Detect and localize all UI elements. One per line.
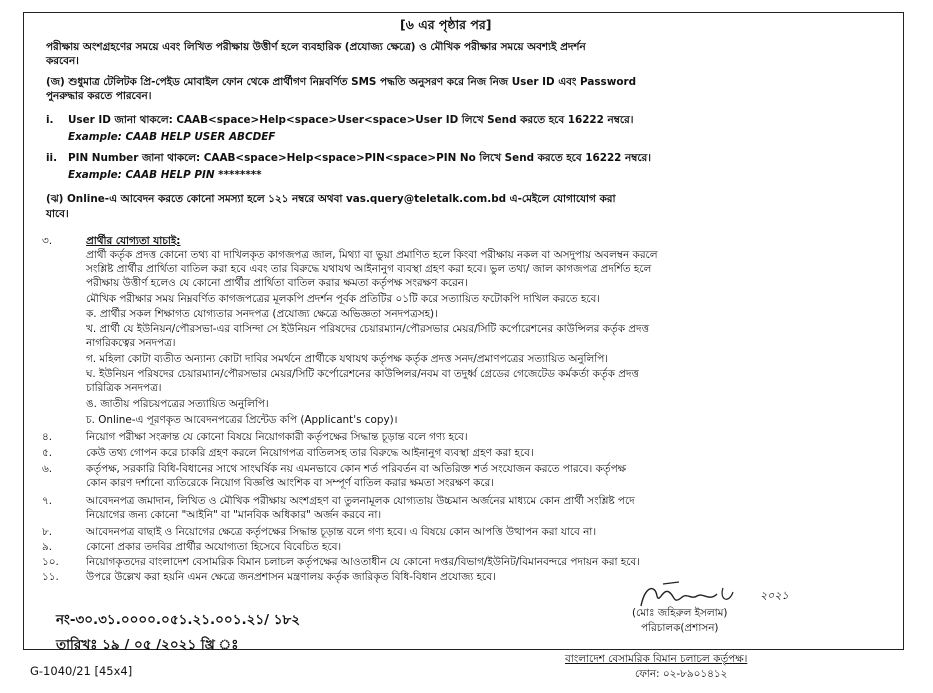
item-9-number: ৯. [42,541,53,553]
sms-item-2-example: Example: CAAB HELP PIN ******** [68,169,262,181]
gazette-code: G-1040/21 [45x4] [30,664,133,678]
item-10-line-1: নিয়োগকৃতদের বাংলাদেশ বেসামরিক বিমান চলাচল কর্তৃপক্ষের আওতাধীন যে কোনো দপ্তর/বিভাগ/ইউনিট/বিমানবন্দরে পদায়ন করা হবে। [86,556,640,568]
section3-line-8: গ. মহিলা কোটা ব্যতীত অন্যান্য কোটা দাবির সমর্থনে প্রার্থীকে যথাযথ কর্তৃপক্ষ কর্তৃক প্রদত্ত সনদ/প্রমাণপত্রের সত্যায়িত অনুলিপি। [86,353,608,365]
section3-line-1: প্রার্থী কর্তৃক প্রদত্ত কোনো তথ্য বা দাখিলকৃত কাগজপত্র জাল, মিথ্যা বা ভুয়া প্রমাণিত হলে কিংবা পরীক্ষায় নকল বা অসদুপায় অবলম্বন করলে [86,249,658,261]
item-5-number: ৫. [42,447,53,459]
item-7-line-2: নিয়োগের জন্য কোনো "আইনি" বা "মানবিক অধিকার" অর্জন করবে না। [86,509,382,521]
item-6-line-1: কর্তৃপক্ষ, সরকারি বিধি-বিধানের সাথে সাংঘর্ষিক নয় এমনভাবে কোন শর্ত পরিবর্তন বা অতিরিক্ত শর্ত সংযোজন করতে পারবে। কর্তৃপক্ষ [86,463,627,475]
item-7-line-1: আবেদনপত্র জমাদান, লিখিত ও মৌখিক পরীক্ষায় অংশগ্রহণ বা তুলনামূলক যোগ্যতায় উচ্চমান অর্জনের মাধ্যমে কোন প্রার্থী সংশ্লিষ্ট পদে [86,495,635,507]
para1-line2: করবেন। [46,55,79,67]
continuation-header: [৬ এর পৃষ্ঠার পর] [400,17,492,32]
sms-item-1-example: Example: CAAB HELP USER ABCDEF [68,131,276,143]
para1-line1: পরীক্ষায় অংশগ্রহণের সময়ে এবং লিখিত পরীক্ষায় উত্তীর্ণ হলে ব্যবহারিক (প্রযোজ্য ক্ষেত্রে) ও মৌখিক পরীক্ষার সময়ে অবশ্যই প্রদর্শন [46,41,586,53]
section3-line-2: সংশ্লিষ্ট প্রার্থীর প্রার্থিতা বাতিল করা হবে এবং তার বিরুদ্ধে যথাযথ আইনানুগ ব্যবস্থা গ্রহণ করা হবে। ভুল তথ্য/ জাল কাগজপত্র প্রদর্শিত হলে [86,263,652,275]
section3-line-3: পরীক্ষায় উত্তীর্ণ হলেও যে কোনো প্রার্থীর প্রার্থিতা বাতিল করার ক্ষমতা কর্তৃপক্ষ সংরক্ষণ করেন। [86,277,468,289]
section3-line-9: ঘ. ইউনিয়ন পরিষদের চেয়ারম্যান/পৌরসভার মেয়র/সিটি কর্পোরেশনের কাউন্সিলর/নবম বা তদুর্ধ্ব গ্রেডের গেজেটেড কর্মকর্তা কর্তৃক প্রদত্ত [86,368,639,380]
para-j-line1: (জ) শুধুমাত্র টেলিটক প্রি-পেইড মোবাইল ফোন থেকে প্রার্থীগণ নিম্নবর্ণিত SMS পদ্ধতি অনুসরণ করে নিজ নিজ User ID এবং Password [46,76,637,88]
sms-item-2-number: ii. [46,152,58,164]
section3-line-10: চারিত্রিক সনদপত্র। [86,382,162,394]
sms-item-1-number: i. [46,114,54,126]
item-4-line-1: নিয়োগ পরীক্ষা সংক্রান্ত যে কোনো বিষয়ে নিয়োগকারী কর্তৃপক্ষের সিদ্ধান্ত চূড়ান্ত বলে গণ্য হবে। [86,431,468,443]
section3-line-7: নাগরিকত্বের সনদপত্র। [86,337,176,349]
memo-number: নং-৩০.৩১.০০০০.০৫১.২১.০০১.২১/ ১৮২ [56,612,301,628]
section3-line-6: খ. প্রার্থী যে ইউনিয়ন/পৌরসভা-এর বাসিন্দা সে ইউনিয়ন পরিষদের চেয়ারম্যান/পৌরসভার মেয়র/সিটি কর্পোরেশনের কাউন্সিলর কর্তৃক প্রদত্ত [86,323,649,335]
item-5-line-1: কেউ তথ্য গোপন করে চাকরি গ্রহণ করলে নিয়োগপত্র বাতিলসহ তার বিরুদ্ধে আইনানুগ ব্যবস্থা গ্রহণ করা হবে। [86,447,534,459]
section3-title: প্রার্থীর যোগ্যতা যাচাই: [86,235,181,247]
item-6-number: ৬. [42,463,53,475]
item-7-number: ৭. [42,495,53,507]
para-j-line2: পুনরুদ্ধার করতে পারবেন। [46,90,152,102]
signatory-phone: ফোন: ০২-৮৯০১৪১২ [635,668,728,680]
section3-line-11: ঙ. জাতীয় পরিচয়পত্রের সত্যায়িত অনুলিপি। [86,398,269,410]
para-jh-line1: (ঝ) Online-এ আবেদন করতে কোনো সমস্যা হলে ১২১ নম্বরে অথবা vas.query@teletalk.com.bd এ-মেইলে যোগাযোগ করা [46,193,616,205]
section3-line-4: মৌখিক পরীক্ষার সময় নিম্নবর্ণিত কাগজপত্রের মূলকপি প্রদর্শন পূর্বক প্রতিটির ০১টি করে সত্যায়িত ফটোকপি দাখিল করতে হবে। [86,293,600,305]
signatory-office: বাংলাদেশ বেসামরিক বিমান চলাচল কর্তৃপক্ষ। [565,653,748,665]
section3-number: ৩. [42,235,53,247]
item-6-line-2: কোন কারণ দর্শানো ব্যতিরেকে নিয়োগ বিজ্ঞপ্তি আংশিক বা সম্পূর্ণ বাতিল করার ক্ষমতা সংরক্ষণ করে। [86,477,494,489]
sms-item-1-text: User ID জানা থাকলে: CAAB<space>Help<space>User<space>User ID লিখে Send করতে হবে 16222 নম্বরে। [68,114,634,126]
signature-date: ২০২১ [760,589,789,602]
memo-date: তারিখঃ ১৯ / ০৫ /২০২১ খ্রি ঃ [56,637,239,653]
item-8-line-1: আবেদনপত্র বাছাই ও নিয়োগের ক্ষেত্রে কর্তৃপক্ষের সিদ্ধান্ত চূড়ান্ত বলে গণ্য হবে। এ বিষয়ে কোন আপত্তি উত্থাপন করা যাবে না। [86,526,597,538]
section3-line-12: চ. Online-এ পূরণকৃত আবেদনপত্রের প্রিন্টেড কপি (Applicant's copy)। [86,414,398,426]
section3-line-5: ক. প্রার্থীর সকল শিক্ষাগত যোগ্যতার সনদপত্র (প্রযোজ্য ক্ষেত্রে অভিজ্ঞতা সনদপত্রসহ)। [86,308,438,320]
item-9-line-1: কোনো প্রকার তদবির প্রার্থীর অযোগ্যতা হিসেবে বিবেচিত হবে। [86,541,342,553]
item-11-line-1: উপরে উল্লেখ করা হয়নি এমন ক্ষেত্রে জনপ্রশাসন মন্ত্রণালয় কর্তৃক জারিকৃত বিধি-বিধান প্রযোজ্য হবে। [86,571,496,583]
item-4-number: ৪. [42,431,53,443]
para-jh-line2: যাবে। [46,208,69,220]
item-10-number: ১০. [42,556,59,568]
signatory-name: (মোঃ জহিরুল ইসলাম) [632,607,728,619]
sms-item-2-text: PIN Number জানা থাকলে: CAAB<space>Help<space>PIN<space>PIN No লিখে Send করতে হবে 16222 নম্বরে। [68,152,651,164]
item-11-number: ১১. [42,571,59,583]
item-8-number: ৮. [42,526,53,538]
signatory-designation: পরিচালক(প্রশাসন) [641,622,719,634]
